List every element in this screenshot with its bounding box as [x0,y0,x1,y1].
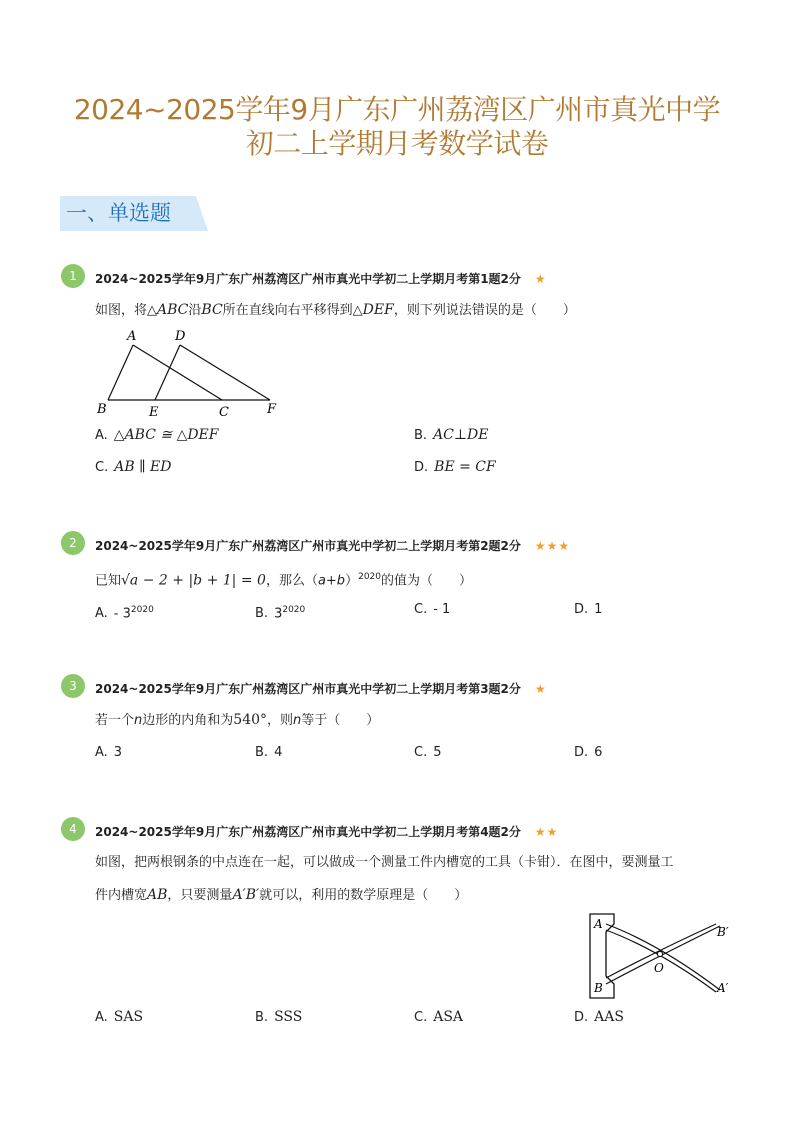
question-number-badge: 3 [61,674,85,698]
option-text: ASA [433,1009,464,1025]
option-text: AC⊥DE [433,427,489,443]
question-header [95,538,570,554]
stem-text: 已知 [95,573,122,589]
stem-math: DEF [362,302,394,318]
option-d[interactable] [574,601,602,619]
document-title-line1: 2024~2025学年9月广东广州荔湾区广州市真光中学 [73,93,721,126]
caliper-figure [584,910,740,1006]
option-text: AB ∥ ED [114,459,172,475]
option-label: B. [255,606,269,622]
question-source: 2024~2025学年9月广东广州荔湾区广州市真光中学初二上学期月考第1题2分 [95,272,521,286]
stem-exponent: 2020 [358,572,381,582]
option-label: C. [95,460,109,475]
question-header [95,681,547,697]
option-label: A. [95,428,108,443]
option-exponent: 2020 [282,605,306,615]
question-source: 2024~2025学年9月广东广州荔湾区广州市真光中学初二上学期月考第4题2分 [95,825,521,839]
stem-text: 等于（ ） [301,713,380,728]
option-a[interactable] [95,1008,143,1027]
point-label-a: A [594,917,603,931]
stem-math: AB [147,887,168,903]
question-source: 2024~2025学年9月广东广州荔湾区广州市真光中学初二上学期月考第2题2分 [95,539,521,553]
option-a[interactable] [95,601,154,623]
option-text: △ABC ≅ △DEF [113,427,219,443]
point-label-a: A [127,329,137,344]
translated-triangles-figure [90,324,290,420]
option-a[interactable] [95,426,219,445]
point-label-o: O [654,961,664,975]
option-text: 1 [594,602,603,617]
option-label: B. [255,745,269,760]
point-label-b: B [594,981,603,995]
option-b[interactable] [255,601,305,623]
option-c[interactable] [95,458,171,477]
question-stem [95,567,472,591]
option-b[interactable] [414,426,489,445]
option-label: D. [574,1010,589,1025]
option-text: BE = CF [434,459,496,475]
option-c[interactable] [414,744,442,762]
section-title: 一、单选题 [66,201,171,225]
option-label: A. [95,745,108,760]
question-stem [95,300,576,321]
stem-math: n [293,713,302,728]
stem-text: ，则 [267,713,294,728]
point-label-e: E [149,405,159,420]
option-text: SSS [274,1009,303,1025]
option-b[interactable] [255,1008,302,1027]
option-label: C. [414,1010,428,1025]
option-text: 3 [274,606,283,622]
option-d[interactable] [574,1008,624,1027]
stem-math: √a − 2 + |b + 1| = 0 [121,572,266,589]
stem-math: 540° [233,712,268,728]
option-text: AAS [594,1009,624,1025]
question-source: 2024~2025学年9月广东广州荔湾区广州市真光中学初二上学期月考第3题2分 [95,682,521,696]
option-text: 4 [274,745,283,760]
question-stem-line2 [95,885,467,906]
option-text: - 3 [113,606,131,622]
option-d[interactable] [414,458,496,477]
option-d[interactable] [574,744,602,762]
question-stem [95,710,379,731]
stem-text: 就可以，利用的数学原理是（ ） [259,888,468,903]
question-header [95,824,558,840]
stem-math: ABC [157,302,189,318]
option-text: 5 [433,745,442,760]
stem-math: a+b [317,573,346,589]
stem-text: 的值为（ ） [381,573,473,589]
stem-math: A′B′ [232,887,260,903]
option-text: 6 [594,745,603,760]
difficulty-stars: ★★★ [534,539,571,553]
stem-text: 所在直线向右平移得到△ [222,303,363,318]
stem-text: ，只要测量 [167,888,233,903]
option-label: D. [574,745,589,760]
question-header [95,271,547,287]
option-a[interactable] [95,744,122,762]
option-label: C. [414,745,428,760]
segment-ab [108,345,133,400]
option-label: B. [255,1010,269,1025]
point-label-b-prime: B′ [717,925,729,939]
option-text: - 1 [433,602,451,617]
stem-text: 边形的内角和为 [142,713,234,728]
option-label: B. [414,428,428,443]
option-label: D. [414,460,429,475]
stem-math: BC [201,302,223,318]
option-text: 3 [113,745,123,760]
pivot-point-o [657,951,662,956]
question-stem-line1: 如图，把两根钢条的中点连在一起，可以做成一个测量工件内槽宽的工具（卡钳）．在图中，要测量工 [95,855,674,870]
difficulty-stars: ★ [534,682,547,696]
option-label: D. [574,602,589,617]
option-label: C. [414,602,428,617]
stem-text: 沿 [188,303,202,318]
question-number-badge: 4 [61,817,85,841]
option-label: A. [95,606,108,622]
point-label-b: B [97,402,107,417]
stem-text: ，则下列说法错误的是（ ） [393,303,576,318]
option-c[interactable] [414,601,450,619]
option-b[interactable] [255,744,282,762]
option-exponent: 2020 [130,605,154,615]
stem-text: ） [345,573,359,589]
segment-df [180,345,270,400]
stem-text: 如图，将△ [95,303,157,318]
point-label-a-prime: A′ [717,981,729,995]
difficulty-stars: ★★ [534,825,559,839]
point-label-f: F [267,402,277,417]
stem-math: n [134,713,143,728]
point-label-d: D [175,329,186,344]
point-label-c: C [219,405,229,420]
question-number-badge: 1 [61,264,85,288]
option-label: A. [95,1010,108,1025]
stem-text: ，那么（ [265,573,318,589]
stem-text: 若一个 [95,713,135,728]
stem-text: 件内槽宽 [95,888,148,903]
caliper-bar-bb [606,926,720,984]
document-title-line2: 初二上学期月考数学试卷 [245,127,549,160]
option-text: SAS [113,1009,144,1025]
option-c[interactable] [414,1008,463,1027]
segment-ac [133,345,222,400]
difficulty-stars: ★ [534,272,547,286]
segment-de [155,345,180,400]
question-number-badge: 2 [61,531,85,555]
